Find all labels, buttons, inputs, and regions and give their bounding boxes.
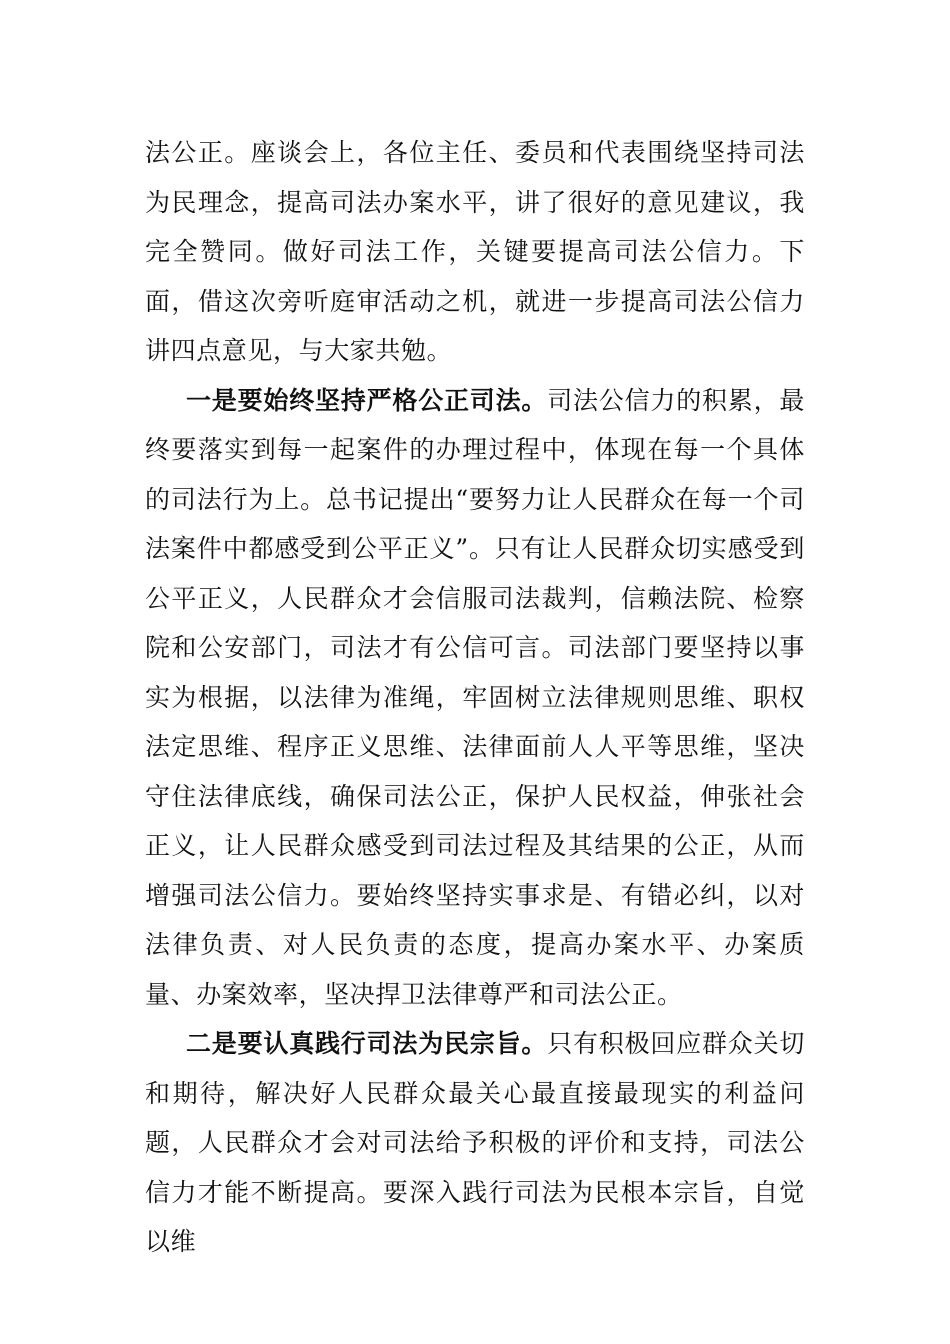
point-two-heading: 二是要认真践行司法为民宗旨。 [186, 1029, 548, 1058]
paragraph-point-one [145, 376, 805, 1020]
paragraph-intro [145, 128, 805, 376]
document-body [145, 128, 805, 1267]
paragraph-point-two [145, 1019, 805, 1267]
point-two-text: 只有积极回应群众关切和期待，解决好人民群众最关心最直接最现实的利益问题，人民群众才会对司法给予积极的评价和支持，司法公信力才能不断提高。要深入践行司法为民根本宗旨，自觉以维 [145, 1029, 805, 1256]
paragraph-intro-text: 法公正。座谈会上，各位主任、委员和代表围绕坚持司法为民理念，提高司法办案水平，讲了很好的意见建议，我完全赞同。做好司法工作，关键要提高司法公信力。下面，借这次旁听庭审活动之机，就进一步提高司法公信力讲四点意见，与大家共勉。 [145, 138, 805, 365]
point-one-text: 司法公信力的积累，最终要落实到每一起案件的办理过程中，体现在每一个具体的司法行为上。总书记提出“要努力让人民群众在每一个司法案件中都感受到公平正义”。只有让人民群众切实感受到公平正义，人民群众才会信服司法裁判，信赖法院、检察院和公安部门，司法才有公信可言。司法部门要坚持以事实为根据，以法律为准绳，牢固树立法律规则思维、职权法定思维、程序正义思维、法律面前人人平等思维，坚决守住法律底线，确保司法公正，保护人民权益，伸张社会正义，让人民群众感受到司法过程及其结果的公正，从而增强司法公信力。要始终坚持实事求是、有错必纠，以对法律负责、对人民负责的态度，提高办案水平、办案质量、办案效率，坚决捍卫法律尊严和司法公正。 [145, 385, 805, 1009]
point-one-heading: 一是要始终坚持严格公正司法。 [186, 385, 548, 415]
